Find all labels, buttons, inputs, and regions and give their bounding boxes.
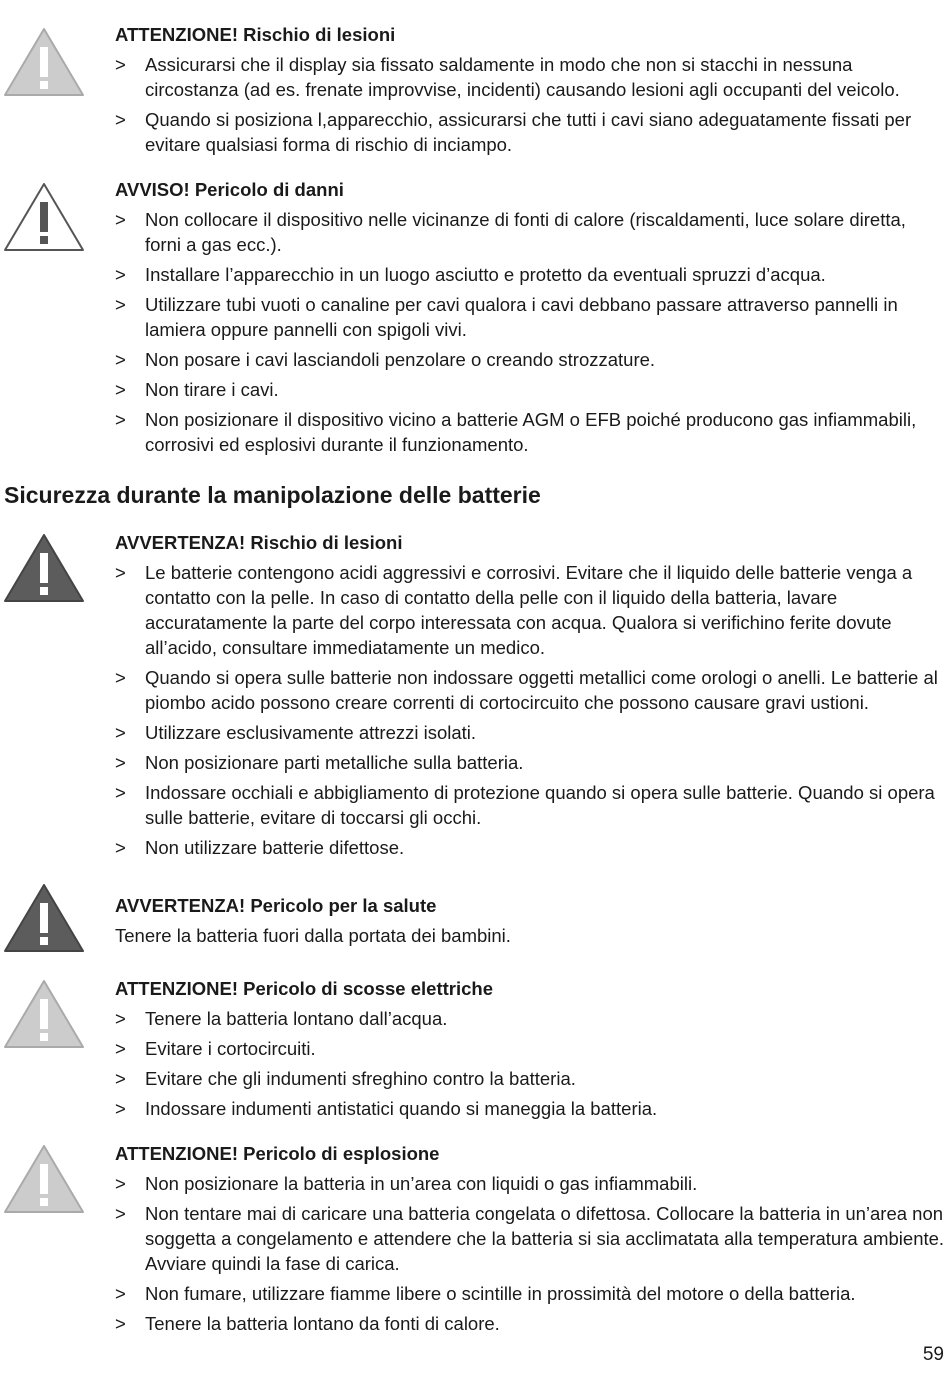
bullet-arrow: >	[115, 1283, 126, 1304]
list-item: > Evitare i cortocircuiti.	[115, 1038, 316, 1059]
bullet-arrow: >	[115, 1313, 126, 1334]
bullet-list	[115, 560, 945, 860]
list-item: > Non fumare, utilizzare fiamme libere o scintille in prossimità del motore o della batteria.	[115, 1283, 856, 1304]
list-item: > Non collocare il dispositivo nelle vicinanze di fonti di calore (riscaldamenti, luce solare diretta, forni a gas ecc.).	[115, 209, 906, 255]
list-item: > Non posizionare parti metalliche sulla batteria.	[115, 752, 524, 773]
block-heading: AVVERTENZA! Rischio di lesioni	[115, 532, 403, 553]
section-title: Sicurezza durante la manipolazione delle batterie	[4, 482, 541, 508]
block-heading: ATTENZIONE! Pericolo di scosse elettriche	[115, 978, 493, 999]
bullet-arrow: >	[115, 264, 126, 285]
notice-triangle-icon	[3, 182, 85, 254]
list-item: > Non posizionare il dispositivo vicino a batterie AGM o EFB poiché producono gas infiammabili, corrosivi ed esplosivi durante il funzionamento.	[115, 409, 917, 455]
bullet-arrow: >	[115, 409, 126, 430]
bullet-arrow: >	[115, 837, 126, 858]
list-item: > Non utilizzare batterie difettose.	[115, 837, 405, 858]
list-item: > Utilizzare tubi vuoti o canaline per cavi qualora i cavi debbano passare attraverso pannelli in lamiera oppure pannelli con spigoli vivi.	[115, 294, 898, 340]
warning-triangle-icon	[3, 883, 85, 955]
list-item: > Tenere la batteria lontano dall’acqua.	[115, 1008, 448, 1029]
bullet-arrow: >	[115, 54, 126, 75]
bullet-arrow: >	[115, 562, 126, 583]
bullet-list	[115, 1171, 945, 1336]
list-item: > Evitare che gli indumenti sfreghino contro la batteria.	[115, 1068, 576, 1089]
bullet-list	[115, 207, 945, 457]
block-heading: AVVISO! Pericolo di danni	[115, 179, 344, 200]
block-heading: AVVERTENZA! Pericolo per la salute	[115, 895, 437, 916]
bullet-arrow: >	[115, 294, 126, 315]
caution-triangle-icon	[3, 1144, 85, 1216]
list-item: > Tenere la batteria lontano da fonti di calore.	[115, 1313, 500, 1334]
bullet-arrow: >	[115, 379, 126, 400]
list-item: > Quando si opera sulle batterie non indossare oggetti metallici come orologi o anelli. Le batterie al piombo acido possono creare correnti di cortocircuito che possono causare gravi ustioni.	[115, 667, 938, 713]
bullet-arrow: >	[115, 1068, 126, 1089]
list-item: > Non tirare i cavi.	[115, 379, 279, 400]
bullet-arrow: >	[115, 667, 126, 688]
list-item: > Assicurarsi che il display sia fissato saldamente in modo che non si stacchi in nessuna circostanza (ad es. frenate improvvise, incidenti) causando lesioni agli occupanti del veicolo.	[115, 54, 900, 100]
list-item: > Utilizzare esclusivamente attrezzi isolati.	[115, 722, 477, 743]
bullet-arrow: >	[115, 109, 126, 130]
bullet-arrow: >	[115, 1038, 126, 1059]
bullet-arrow: >	[115, 1008, 126, 1029]
caution-triangle-icon	[3, 27, 85, 99]
warning-triangle-icon	[3, 533, 85, 605]
bullet-arrow: >	[115, 209, 126, 230]
bullet-list	[115, 1006, 945, 1121]
block-heading: ATTENZIONE! Pericolo di esplosione	[115, 1143, 440, 1164]
bullet-arrow: >	[115, 1173, 126, 1194]
list-item: > Indossare indumenti antistatici quando si maneggia la batteria.	[115, 1098, 658, 1119]
list-item: > Quando si posiziona l,apparecchio, assicurarsi che tutti i cavi siano adeguatamente fissati per evitare qualsiasi forma di rischio di inciampo.	[115, 109, 912, 155]
list-item: > Non posare i cavi lasciandoli penzolare o creando strozzature.	[115, 349, 656, 370]
bullet-arrow: >	[115, 722, 126, 743]
list-item: > Le batterie contengono acidi aggressivi e corrosivi. Evitare che il liquido delle batterie venga a contatto con la pelle. In caso di contatto della pelle con il liquido della batteria, lavare accuratamente la parte del corpo interessata con acqua. Qualora si verifichino ferite dovute all’acido, consultare immediatamente un medico.	[115, 562, 913, 658]
bullet-arrow: >	[115, 1098, 126, 1119]
block-text: Tenere la batteria fuori dalla portata dei bambini.	[115, 925, 511, 946]
list-item: > Installare l’apparecchio in un luogo asciutto e protetto da eventuali spruzzi d’acqua.	[115, 264, 826, 285]
bullet-list	[115, 52, 945, 157]
caution-triangle-icon	[3, 979, 85, 1051]
page-number: 59	[922, 1344, 944, 1365]
bullet-arrow: >	[115, 349, 126, 370]
bullet-arrow: >	[115, 752, 126, 773]
list-item: > Indossare occhiali e abbigliamento di protezione quando si opera sulle batterie. Quando si opera sulle batterie, evitare di toccarsi gli occhi.	[115, 782, 935, 828]
bullet-arrow: >	[115, 782, 126, 803]
bullet-arrow: >	[115, 1203, 126, 1224]
list-item: > Non tentare mai di caricare una batteria congelata o difettosa. Collocare la batteria in un’area non soggetta a congelamento e attendere che la batteria si sia acclimatata alla temperatura ambiente. Avviare quindi la fase di carica.	[115, 1203, 945, 1274]
list-item: > Non posizionare la batteria in un’area con liquidi o gas infiammabili.	[115, 1173, 698, 1194]
block-heading: ATTENZIONE! Rischio di lesioni	[115, 24, 396, 45]
